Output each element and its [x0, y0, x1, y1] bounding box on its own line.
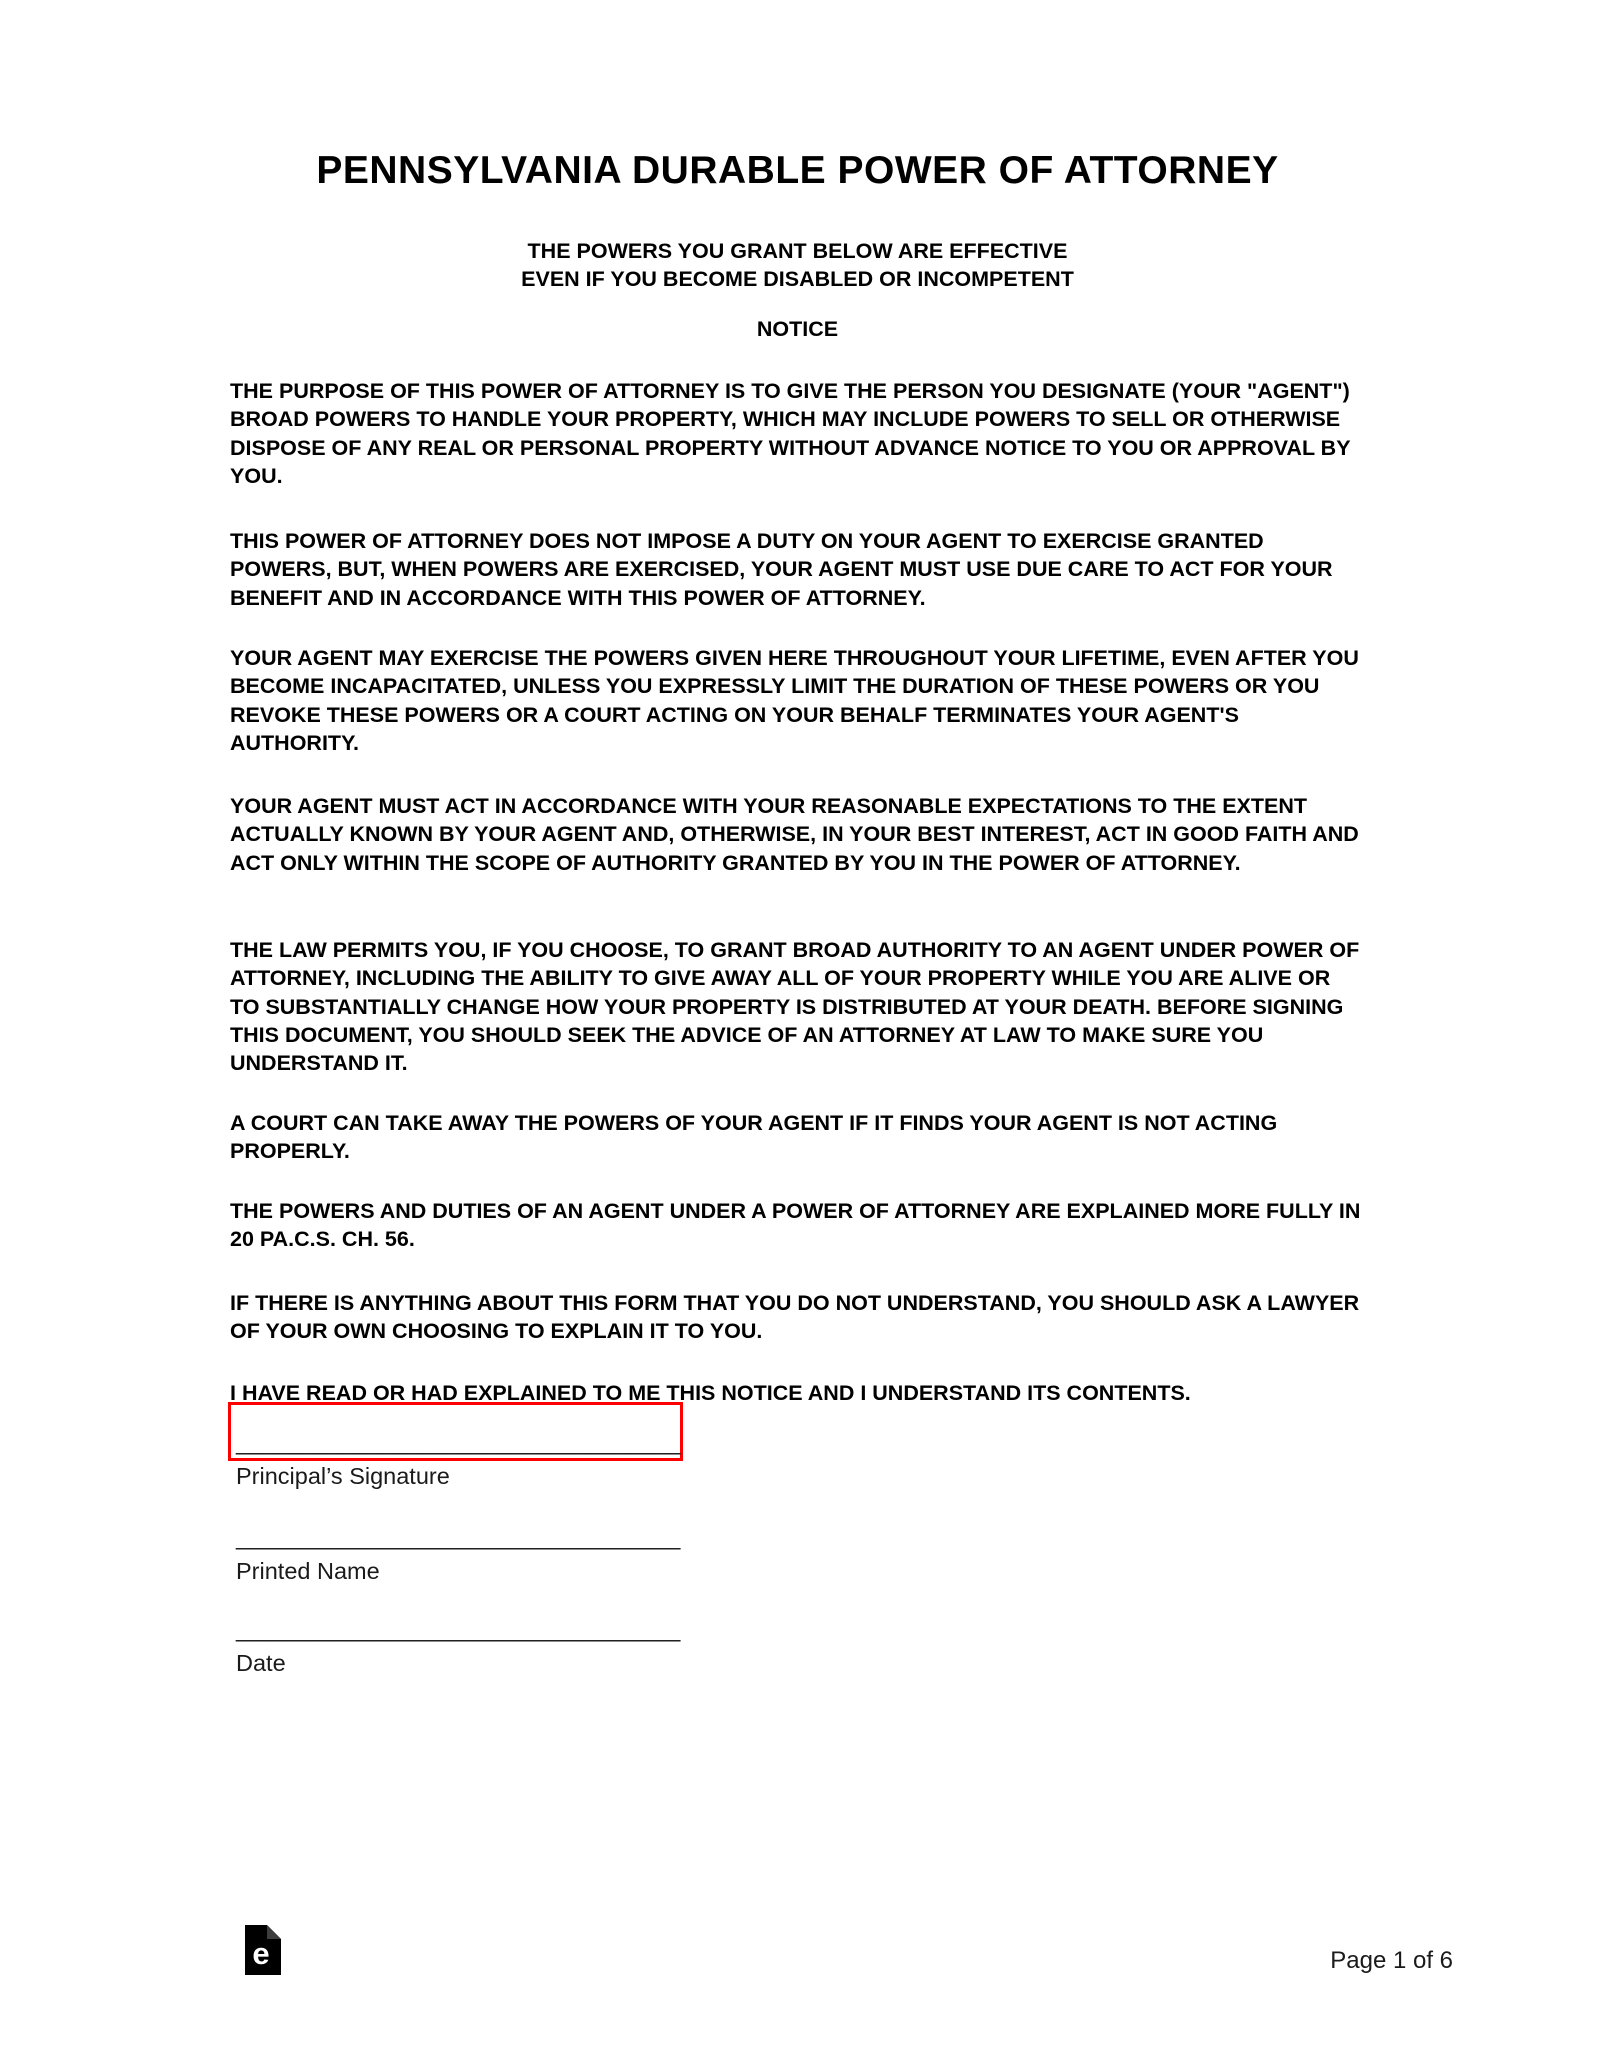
principal-signature-line: __________________________________ [236, 1429, 681, 1455]
principal-signature-label: Principal’s Signature [236, 1463, 450, 1489]
printed-name-line: __________________________________ [236, 1524, 681, 1550]
page-number-label: Page 1 of 6 [1330, 1947, 1453, 1974]
notice-paragraph-lifetime: YOUR AGENT MAY EXERCISE THE POWERS GIVEN HERE THROUGHOUT YOUR LIFETIME, EVEN AFTER YOU BECOME INCAPACITATED, UNLESS YOU EXPRESSLY LIMIT THE DURATION OF THESE POWERS OR YOU REVOKE THESE POWERS OR A COURT ACTING ON YOUR BEHALF TERMINATES YOUR AGENT'S AUTHORITY. [230, 646, 1359, 755]
notice-heading: NOTICE [756, 317, 839, 341]
notice-paragraph-lawyer: IF THERE IS ANYTHING ABOUT THIS FORM THAT YOU DO NOT UNDERSTAND, YOU SHOULD ASK A LAWYER OF YOUR OWN CHOOSING TO EXPLAIN IT TO YOU. [230, 1291, 1360, 1344]
eforms-document-logo-icon [245, 1925, 281, 1975]
date-line: __________________________________ [236, 1616, 681, 1642]
date-group [236, 1616, 680, 1677]
printed-name-group [236, 1524, 680, 1585]
printed-name-label: Printed Name [236, 1558, 380, 1584]
notice-paragraph-broad-authority: THE LAW PERMITS YOU, IF YOU CHOOSE, TO GRANT BROAD AUTHORITY TO AN AGENT UNDER POWER OF ATTORNEY, INCLUDING THE ABILITY TO GIVE AWAY ALL OF YOUR PROPERTY WHILE YOU ARE ALIVE OR TO SUBSTANTIALLY CHANGE HOW YOUR PROPERTY IS DISTRIBUTED AT YOUR DEATH. BEFORE SIGNING THIS DOCUMENT, YOU SHOULD SEEK THE ADVICE OF AN ATTORNEY AT LAW TO MAKE SURE YOU UNDERSTAND IT. [230, 938, 1360, 1076]
subtitle-line-1: THE POWERS YOU GRANT BELOW ARE EFFECTIVE [527, 239, 1068, 263]
notice-paragraph-purpose: THE PURPOSE OF THIS POWER OF ATTORNEY IS TO GIVE THE PERSON YOU DESIGNATE (YOUR "AGENT") BROAD POWERS TO HANDLE YOUR PROPERTY, WHICH MAY INCLUDE POWERS TO SELL OR OTHERWISE DISPOSE OF ANY REAL OR PERSONAL PROPERTY WITHOUT ADVANCE NOTICE TO YOU OR APPROVAL BY YOU. [230, 379, 1351, 488]
document-title: PENNSYLVANIA DURABLE POWER OF ATTORNEY [316, 149, 1279, 192]
notice-paragraph-duty: THIS POWER OF ATTORNEY DOES NOT IMPOSE A DUTY ON YOUR AGENT TO EXERCISE GRANTED POWERS, BUT, WHEN POWERS ARE EXERCISED, YOUR AGENT MUST USE DUE CARE TO ACT FOR YOUR BENEFIT AND IN ACCORDANCE WITH THIS POWER OF ATTORNEY. [230, 529, 1333, 610]
logo-letter: e [252, 1936, 270, 1971]
notice-paragraph-statute: THE POWERS AND DUTIES OF AN AGENT UNDER A POWER OF ATTORNEY ARE EXPLAINED MORE FULLY IN 20 PA.C.S. CH. 56. [230, 1199, 1361, 1252]
notice-paragraph-acknowledgment: I HAVE READ OR HAD EXPLAINED TO ME THIS NOTICE AND I UNDERSTAND ITS CONTENTS. [230, 1381, 1191, 1405]
subtitle-line-2: EVEN IF YOU BECOME DISABLED OR INCOMPETENT [521, 267, 1074, 292]
principal-signature-group [236, 1429, 680, 1490]
notice-paragraph-court: A COURT CAN TAKE AWAY THE POWERS OF YOUR AGENT IF IT FINDS YOUR AGENT IS NOT ACTING PROPERLY. [230, 1111, 1278, 1164]
notice-paragraph-expectations: YOUR AGENT MUST ACT IN ACCORDANCE WITH YOUR REASONABLE EXPECTATIONS TO THE EXTENT ACTUALLY KNOWN BY YOUR AGENT AND, OTHERWISE, IN YOUR BEST INTEREST, ACT IN GOOD FAITH AND ACT ONLY WITHIN THE SCOPE OF AUTHORITY GRANTED BY YOU IN THE POWER OF ATTORNEY. [230, 794, 1359, 875]
date-label: Date [236, 1650, 286, 1676]
document-subtitle [230, 237, 1365, 294]
